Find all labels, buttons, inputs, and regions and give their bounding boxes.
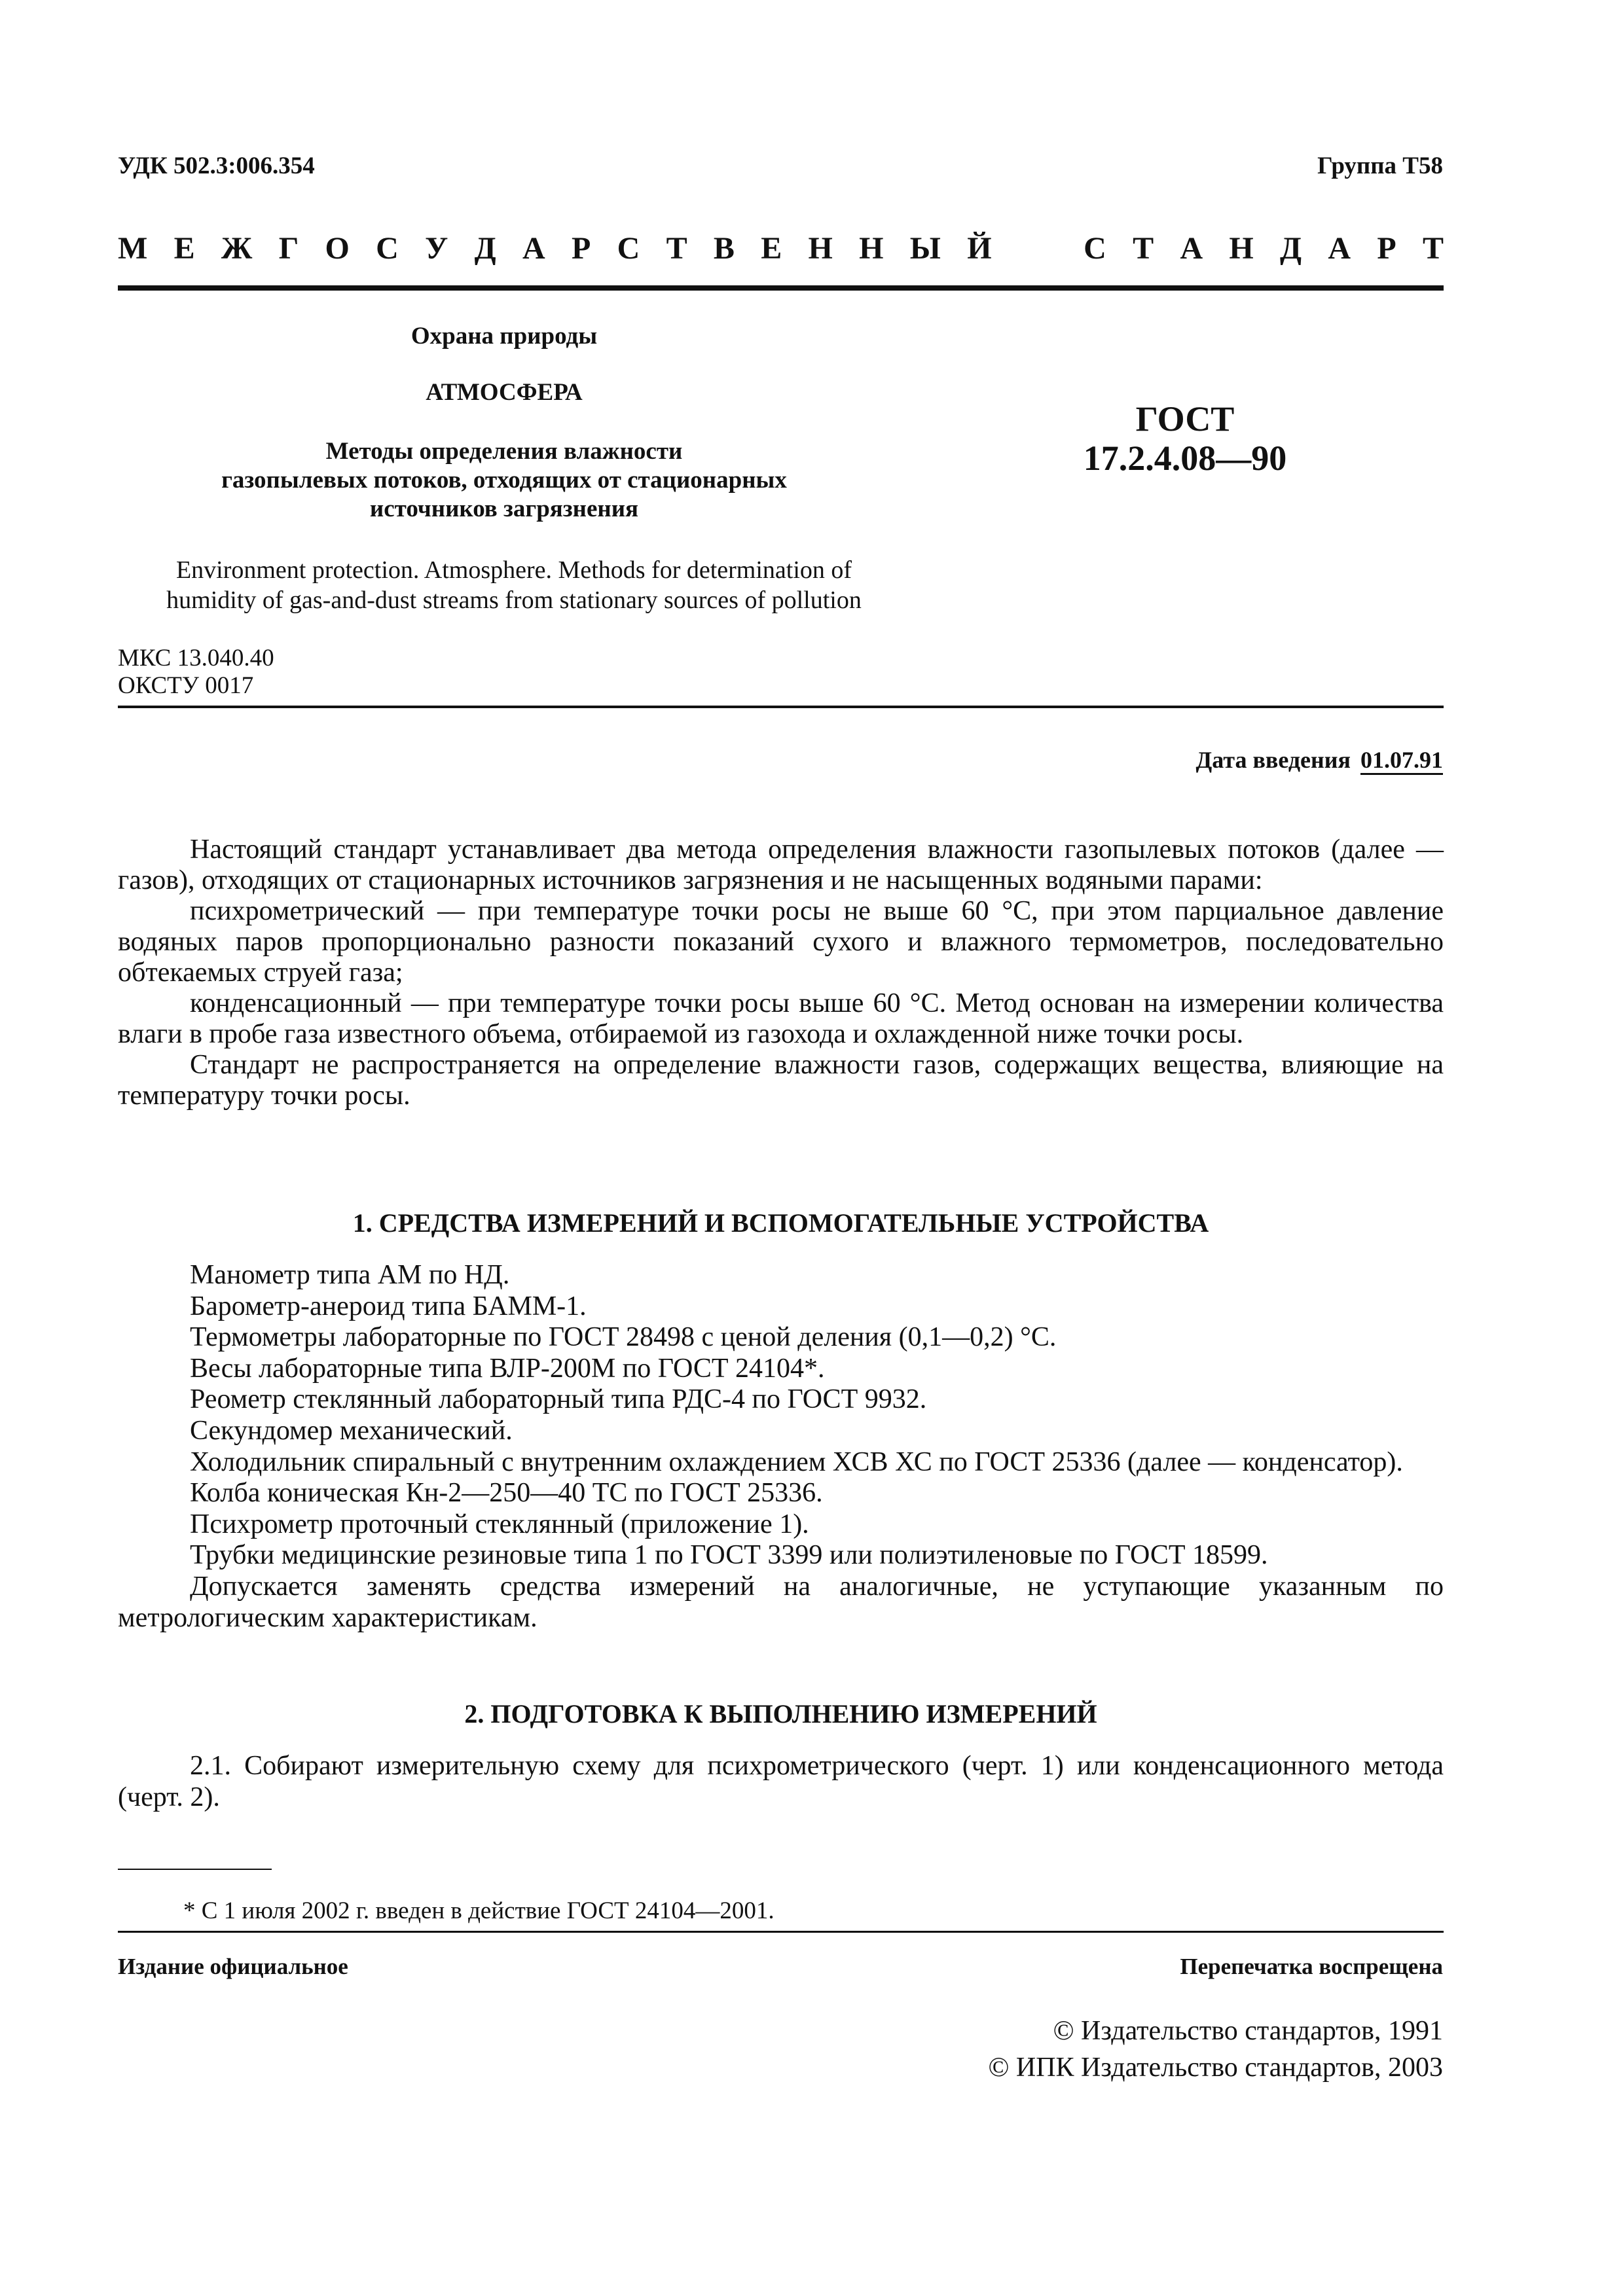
band-letter: А — [1328, 231, 1351, 266]
band-letter: Д — [474, 231, 496, 266]
list-item: Весы лабораторные типа ВЛР-200М по ГОСТ 24104*. — [190, 1353, 825, 1384]
band-letter: Т — [666, 231, 687, 266]
footer-rule — [118, 1931, 1444, 1933]
gost-label: ГОСТ — [1135, 399, 1235, 439]
band-letter: О — [325, 231, 350, 266]
section-2-title: 2. ПОДГОТОВКА К ВЫПОЛНЕНИЮ ИЗМЕРЕНИЙ — [464, 1699, 1097, 1729]
introduction-date — [1196, 746, 1444, 774]
band-letter: В — [713, 231, 735, 266]
list-item: Психрометр проточный стеклянный (приложение 1). — [190, 1509, 809, 1539]
mks-code: МКС 13.040.40 — [118, 645, 274, 672]
band-letter: Г — [278, 231, 299, 266]
section-1-title: 1. СРЕДСТВА ИЗМЕРЕНИЙ И ВСПОМОГАТЕЛЬНЫЕ УСТРОЙСТВА — [352, 1208, 1209, 1238]
intro-text — [118, 834, 1444, 1111]
title-line-1: Охрана природы — [410, 323, 598, 350]
band-letter: Т — [1133, 231, 1154, 266]
gost-designation — [1021, 399, 1349, 478]
list-item: Трубки медицинские резиновые типа 1 по ГОСТ 3399 или полиэтиленовые по ГОСТ 18599. — [190, 1540, 1268, 1571]
band-letter: Р — [571, 231, 591, 266]
list-item: Реометр стеклянный лабораторный типа РДС-4 по ГОСТ 9932. — [190, 1384, 927, 1415]
english-title — [118, 555, 910, 615]
title-line-3b: газопылевых потоков, отходящих от стационарных — [221, 467, 787, 493]
footnote-separator — [118, 1869, 272, 1870]
band-letter: Д — [1280, 231, 1302, 266]
band-letter: Н — [859, 231, 884, 266]
title-line-3c: источников загрязнения — [369, 495, 639, 522]
list-item: Холодильник спиральный с внутренним охлаждением ХСВ ХС по ГОСТ 25336 (далее — конденсатор). — [190, 1446, 1403, 1477]
title-line-2: АТМОСФЕРА — [426, 379, 583, 406]
intro-paragraph: конденсационный — при температуре точки росы выше 60 °С. Метод основан на измерении количества влаги в пробе газа известного объема, отбираемой из газохода и охлажденной ниже точки росы. — [118, 988, 1444, 1049]
classification-codes — [118, 645, 274, 700]
standard-band — [118, 226, 1444, 272]
band-letter: М — [118, 231, 148, 266]
band-letter: У — [425, 231, 448, 266]
section-1-list — [118, 1260, 1444, 1634]
gost-number: 17.2.4.08—90 — [1083, 439, 1287, 478]
date-label: Дата введения — [1195, 747, 1351, 773]
band-letter: А — [1180, 231, 1203, 266]
title-line-3a: Методы определения влажности — [325, 438, 683, 465]
section-2-text — [118, 1751, 1444, 1813]
band-letter: Й — [967, 231, 992, 266]
intro-paragraph: Стандарт не распространяется на определение влажности газов, содержащих вещества, влияющие на температуру точки росы. — [118, 1050, 1444, 1111]
band-letter: С — [1084, 231, 1106, 266]
band-letter: Е — [761, 231, 782, 266]
band-letter: С — [617, 231, 640, 266]
copyright-block — [988, 2013, 1443, 2086]
band-letter: Р — [1377, 231, 1396, 266]
udk-code: УДК 502.3:006.354 — [118, 152, 315, 179]
band-letter: С — [376, 231, 399, 266]
english-title-line-1: Environment protection. Atmosphere. Methods for determination of — [175, 556, 852, 584]
band-gap — [1018, 226, 1057, 272]
okstu-code: ОКСТУ 0017 — [118, 672, 254, 699]
copyright-line-1: © Издательство стандартов, 1991 — [1053, 2016, 1443, 2046]
list-item: Допускается заменять средства измерений на аналогичные, не уступающие указанным по метрологическим характеристикам. — [118, 1571, 1444, 1633]
reprint-prohibited-label: Перепечатка воспрещена — [1180, 1954, 1443, 1979]
paragraph-2-1: 2.1. Собирают измерительную схему для психрометрического (черт. 1) или конденсационного метода (черт. 2). — [118, 1751, 1444, 1812]
band-letter: Н — [1229, 231, 1254, 266]
band-letter: Н — [808, 231, 833, 266]
list-item: Колба коническая Кн-2—250—40 ТС по ГОСТ 25336. — [190, 1478, 823, 1509]
list-item: Термометры лабораторные по ГОСТ 28498 с ценой деления (0,1—0,2) °С. — [190, 1322, 1057, 1353]
official-edition-label: Издание официальное — [118, 1954, 348, 1979]
intro-paragraph: психрометрический — при температуре точки росы не выше 60 °С, при этом парциальное давление водяных паров пропорционально разности показаний сухого и влажного термометров, последовательно обтекаемых струей газа; — [118, 896, 1444, 988]
copyright-line-2: © ИПК Издательство стандартов, 2003 — [988, 2053, 1443, 2083]
band-letter: А — [522, 231, 545, 266]
header-thick-rule — [118, 285, 1444, 291]
band-letter: Т — [1422, 231, 1444, 266]
band-letter: Ы — [909, 231, 941, 266]
band-letter: Ж — [221, 231, 253, 266]
footnote: * С 1 июля 2002 г. введен в действие ГОСТ 24104—2001. — [183, 1897, 775, 1924]
group-code: Группа Т58 — [1317, 152, 1443, 179]
band-letter: Е — [173, 231, 195, 266]
date-value: 01.07.91 — [1360, 747, 1443, 773]
title-bottom-rule — [118, 706, 1444, 708]
intro-paragraph: Настоящий стандарт устанавливает два метода определения влажности газопылевых потоков (далее — газов), отходящих от стационарных источников загрязнения и не насыщенных водяными парами: — [118, 834, 1444, 895]
list-item: Секундомер механический. — [190, 1415, 513, 1446]
english-title-line-2: humidity of gas-and-dust streams from stationary sources of pollution — [166, 586, 862, 614]
list-item: Барометр-анероид типа БАММ-1. — [190, 1291, 587, 1321]
list-item: Манометр типа АМ по НД. — [190, 1260, 510, 1290]
